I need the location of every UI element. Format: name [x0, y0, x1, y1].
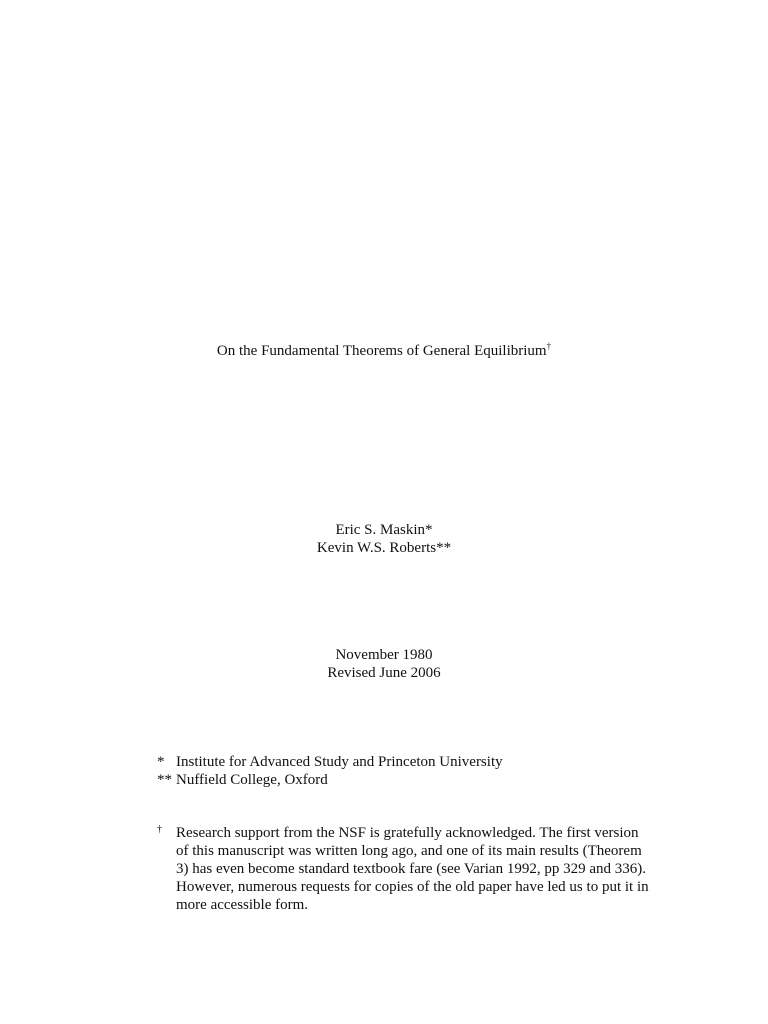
affiliation-text: Nuffield College, Oxford — [176, 772, 328, 788]
affiliation-mark: * — [157, 754, 165, 770]
original-date: November 1980 — [335, 647, 433, 663]
affiliation-item — [157, 753, 677, 771]
acknowledgment-footnote — [157, 824, 677, 914]
date-block — [0, 646, 768, 682]
affiliation-list — [157, 753, 677, 789]
author-name: Kevin W.S. Roberts** — [316, 540, 452, 556]
affiliation-item — [157, 771, 677, 789]
footnote-line: 3) has even become standard textbook fare (see Varian 1992, pp 329 and 336). — [176, 861, 646, 877]
footnote-line: Research support from the NSF is gratefully acknowledged. The first version — [176, 825, 639, 841]
footnote-line: of this manuscript was written long ago, and one of its main results (Theorem — [176, 843, 642, 859]
revised-date: Revised June 2006 — [327, 665, 441, 681]
footnote-text — [176, 824, 661, 914]
author-name: Eric S. Maskin* — [335, 522, 433, 538]
affiliation-mark: ** — [157, 772, 172, 788]
author-list — [0, 521, 768, 557]
affiliation-text: Institute for Advanced Study and Princeton University — [176, 754, 503, 770]
footnote-mark: † — [157, 824, 162, 835]
paper-title — [0, 342, 768, 360]
paper-title-text: On the Fundamental Theorems of General Equilibrium — [216, 343, 547, 359]
title-footnote-mark: † — [546, 341, 552, 351]
footnote-line: However, numerous requests for copies of the old paper have led us to put it in — [176, 879, 649, 895]
footnote-line: more accessible form. — [176, 897, 309, 913]
